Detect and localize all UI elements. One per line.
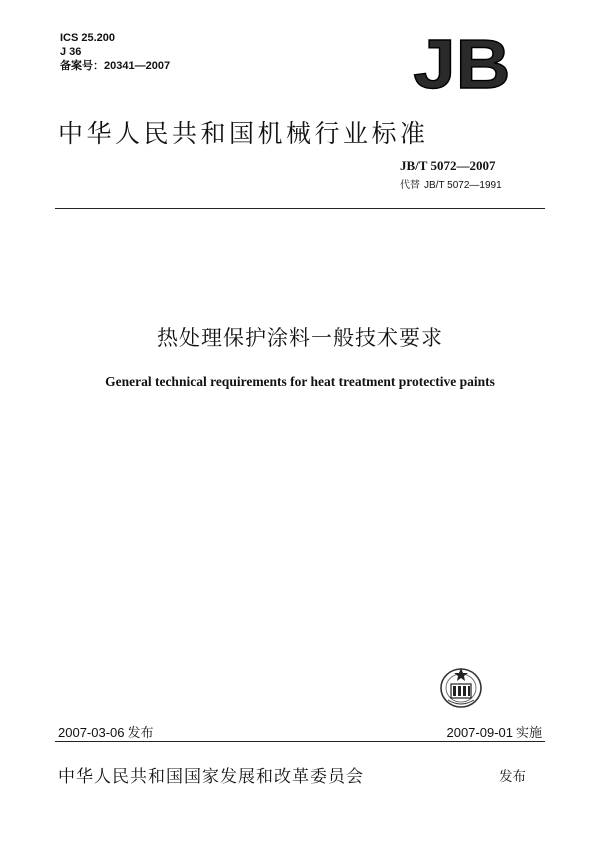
top-divider xyxy=(55,208,545,209)
publish-date: 2007-03-06 xyxy=(58,725,125,740)
effective-date-line xyxy=(446,722,542,741)
bottom-divider xyxy=(55,741,545,742)
standard-title-english: General technical requirements for heat treatment protective paints xyxy=(105,374,495,389)
seal-emblem-icon xyxy=(436,664,486,710)
issuing-label: 发布 xyxy=(499,769,526,785)
organization-title: 中华人民共和国机械行业标准 xyxy=(58,119,429,148)
record-number: 备案号：20341—2007 xyxy=(60,60,171,72)
replaces-line xyxy=(400,176,506,191)
replaces-code: JB/T 5072—1991 xyxy=(424,180,502,191)
issuing-authority: 中华人民共和国国家发展和改革委员会 xyxy=(58,767,364,787)
effective-date: 2007-09-01 xyxy=(446,725,513,740)
effective-label: 实施 xyxy=(515,726,542,741)
publish-date-line xyxy=(58,722,154,741)
jb-logo-text: JB xyxy=(413,30,511,96)
jb-logo xyxy=(402,30,522,96)
replaces-label: 代替 xyxy=(400,180,420,191)
publish-label: 发布 xyxy=(127,726,154,741)
classification-code: J 36 xyxy=(60,46,82,58)
ics-code: ICS 25.200 xyxy=(60,32,116,44)
standard-title-chinese: 热处理保护涂料一般技术要求 xyxy=(157,326,443,350)
standard-code: JB/T 5072—2007 xyxy=(400,158,496,173)
